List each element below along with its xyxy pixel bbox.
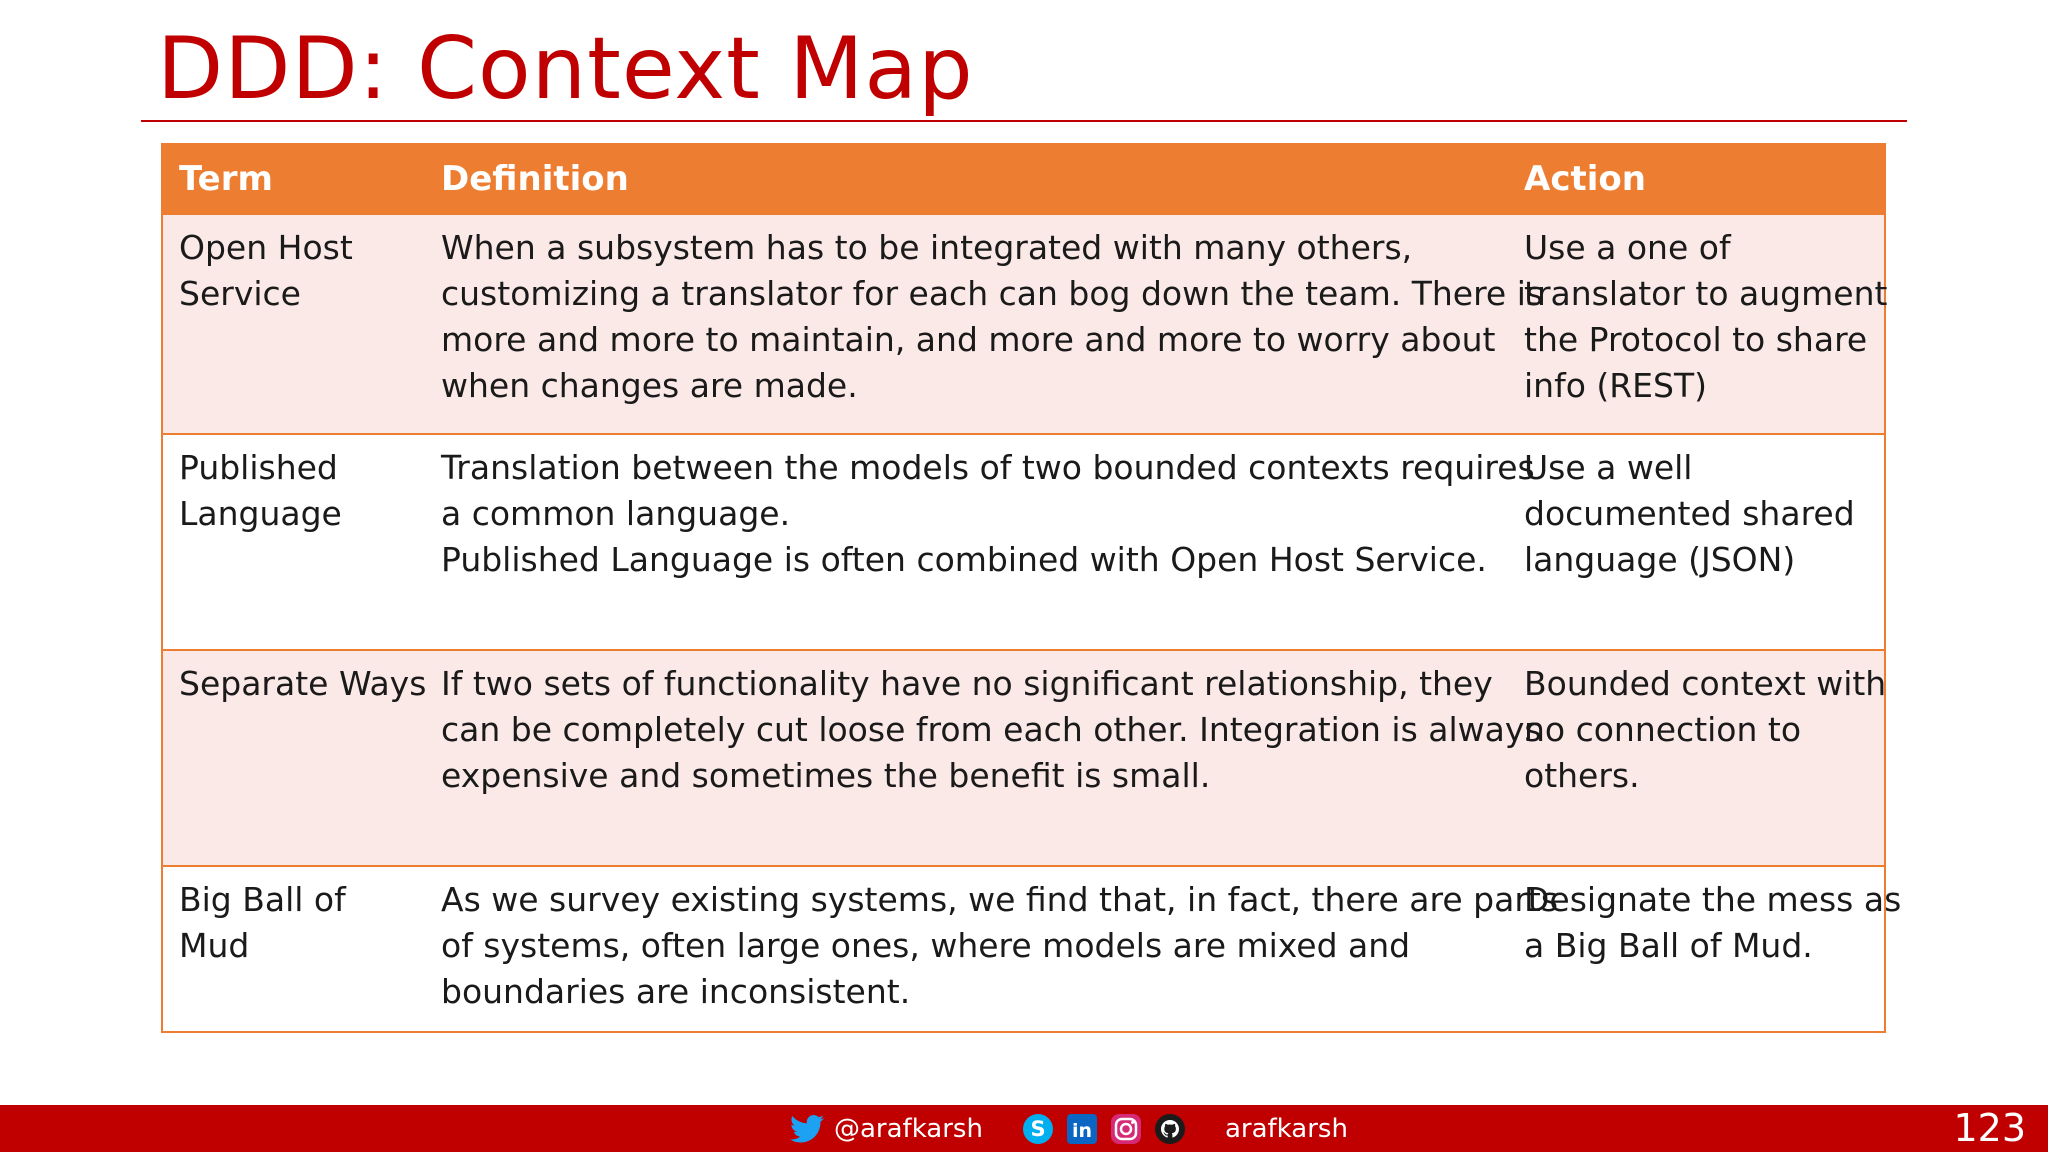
term-cell <box>163 215 425 433</box>
action-line: Use a one of <box>1524 228 1731 267</box>
table-row <box>163 649 1887 865</box>
term-cell <box>163 867 425 1031</box>
header-definition: Definition <box>441 159 629 199</box>
table-row <box>163 433 1884 649</box>
definition-line: If two sets of functionality have no significant relationship, they <box>441 664 1493 703</box>
action-line: Bounded context with <box>1524 664 1887 703</box>
definition-line: Published Language is often combined with Open Host Service. <box>441 540 1487 579</box>
github-icon[interactable] <box>1153 1112 1187 1146</box>
context-map-table <box>161 143 1902 1033</box>
definition-cell <box>425 867 1559 1031</box>
action-line: info (REST) <box>1524 366 1708 405</box>
definition-line: As we survey existing systems, we find that, in fact, there are parts <box>441 880 1559 919</box>
table-header-row <box>163 145 1884 213</box>
action-line: Designate the mess as <box>1524 880 1902 919</box>
term-cell <box>163 651 425 865</box>
slide-title: DDD: Context Map <box>157 19 974 119</box>
action-line: the Protocol to share <box>1524 320 1868 359</box>
social-links <box>790 1105 1348 1152</box>
definition-cell <box>425 435 1535 649</box>
page-number: 123 <box>1953 1106 2026 1150</box>
action-cell <box>1508 651 1887 865</box>
header-action: Action <box>1524 159 1646 199</box>
twitter-icon[interactable] <box>790 1112 824 1146</box>
term-line: Separate Ways <box>179 664 427 703</box>
term-line: Language <box>179 494 342 533</box>
header-term: Term <box>179 159 273 199</box>
action-line: translator to augment <box>1524 274 1888 313</box>
definition-line: when changes are made. <box>441 366 858 405</box>
term-line: Published <box>179 448 338 487</box>
term-line: Mud <box>179 926 250 965</box>
definition-line: boundaries are inconsistent. <box>441 972 911 1011</box>
definition-line: customizing a translator for each can bog down the team. There is <box>441 274 1544 313</box>
table-row <box>163 865 1902 1031</box>
term-line: Big Ball of <box>179 880 346 919</box>
instagram-icon[interactable] <box>1109 1112 1143 1146</box>
action-cell <box>1508 215 1888 433</box>
action-line: no connection to <box>1524 710 1802 749</box>
action-line: others. <box>1524 756 1640 795</box>
definition-cell <box>425 651 1542 865</box>
action-cell <box>1508 435 1884 649</box>
definition-cell <box>425 215 1544 433</box>
definition-line: expensive and sometimes the benefit is small. <box>441 756 1211 795</box>
action-cell <box>1508 867 1902 1031</box>
definition-line: can be completely cut loose from each other. Integration is always <box>441 710 1542 749</box>
term-cell <box>163 435 425 649</box>
svg-text:in: in <box>1071 1119 1092 1142</box>
twitter-handle[interactable]: @arafkarsh <box>834 1113 983 1144</box>
definition-line: of systems, often large ones, where models are mixed and <box>441 926 1411 965</box>
action-line: documented shared <box>1524 494 1855 533</box>
footer-bar <box>0 1105 2048 1152</box>
term-line: Service <box>179 274 301 313</box>
svg-text:S: S <box>1030 1116 1046 1141</box>
title-divider <box>141 120 1907 122</box>
action-line: Use a well <box>1524 448 1693 487</box>
term-line: Open Host <box>179 228 353 267</box>
definition-line: a common language. <box>441 494 791 533</box>
table-row <box>163 213 1888 433</box>
social-handle[interactable]: arafkarsh <box>1224 1113 1348 1144</box>
skype-icon[interactable] <box>1021 1112 1055 1146</box>
definition-line: more and more to maintain, and more and more to worry about <box>441 320 1496 359</box>
definition-line: When a subsystem has to be integrated with many others, <box>441 228 1413 267</box>
linkedin-icon[interactable] <box>1065 1112 1099 1146</box>
action-line: a Big Ball of Mud. <box>1524 926 1813 965</box>
action-line: language (JSON) <box>1524 540 1796 579</box>
definition-line: Translation between the models of two bounded contexts requires <box>441 448 1535 487</box>
